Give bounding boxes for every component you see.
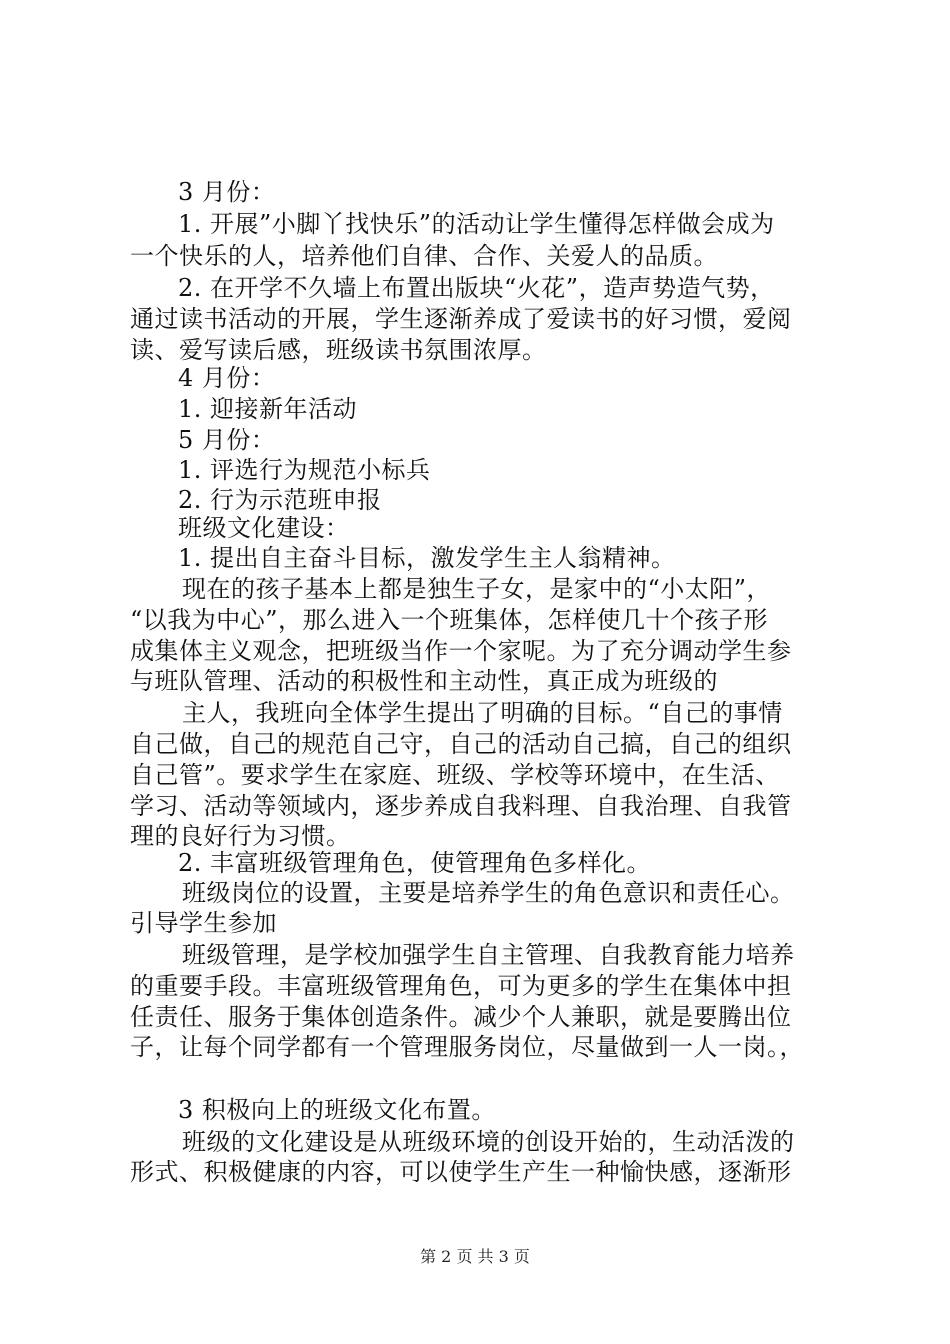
paragraph-line: 成集体主义观念，把班级当作一个家呢。为了充分调动学生参 bbox=[130, 637, 792, 665]
paragraph-line: 通过读书活动的开展，学生逐渐养成了爱读书的好习惯，爱阅 bbox=[130, 305, 792, 333]
list-item: 1. 提出自主奋斗目标，激发学生主人翁精神。 bbox=[178, 544, 676, 572]
paragraph-line: 一个快乐的人，培养他们自律、合作、关爱人的品质。 bbox=[130, 242, 718, 270]
paragraph-line: 现在的孩子基本上都是独生子女，是家中的“小太阳”， bbox=[182, 575, 772, 603]
paragraph-line: 读、爱写读后感，班级读书氛围浓厚。 bbox=[130, 336, 547, 364]
paragraph-line: 2. 在开学不久墙上布置出版块“火花”，造声势造气势， bbox=[178, 274, 775, 302]
paragraph-line: 1. 开展”小脚丫找快乐”的活动让学生懂得怎样做会成为 bbox=[178, 210, 775, 238]
paragraph-line: 子，让每个同学都有一个管理服务岗位，尽量做到一人一岗。， bbox=[130, 1033, 804, 1061]
heading-march: 3 月份： bbox=[178, 178, 276, 206]
paragraph-line: 的重要手段。丰富班级管理角色，可为更多的学生在集体中担 bbox=[130, 972, 792, 1000]
list-item: 2. 行为示范班申报 bbox=[178, 486, 382, 514]
list-item: 3 积极向上的班级文化布置。 bbox=[178, 1096, 496, 1124]
paragraph-line: 学习、活动等领域内，逐步养成自我料理、自我治理、自我管 bbox=[130, 792, 792, 820]
heading-may: 5 月份： bbox=[178, 426, 276, 454]
paragraph-line: 班级岗位的设置，主要是培养学生的角色意识和责任心。 bbox=[182, 879, 795, 907]
paragraph-line: 班级的文化建设是从班级环境的创设开始的，生动活泼的 bbox=[182, 1128, 795, 1156]
paragraph-line: 任责任、服务于集体创造条件。减少个人兼职，就是要腾出位 bbox=[130, 1003, 792, 1031]
list-item: 1. 迎接新年活动 bbox=[178, 395, 358, 423]
heading-class-culture: 班级文化建设： bbox=[178, 514, 350, 542]
paragraph-line: 与班队管理、活动的积极性和主动性，真正成为班级的 bbox=[130, 667, 718, 695]
list-item: 1. 评选行为规范小标兵 bbox=[178, 456, 431, 484]
list-item: 2. 丰富班级管理角色，使管理角色多样化。 bbox=[178, 849, 652, 877]
paragraph-line: “以我为中心”，那么进入一个班集体，怎样使几十个孩子形 bbox=[130, 606, 769, 634]
page-number-footer: 第 2 页 共 3 页 bbox=[420, 1247, 530, 1266]
paragraph-line: 理的良好行为习惯。 bbox=[130, 822, 351, 850]
paragraph-line: 引导学生参加 bbox=[130, 909, 277, 937]
paragraph-line: 形式、积极健康的内容，可以使学生产生一种愉快感，逐渐形 bbox=[130, 1158, 792, 1186]
paragraph-line: 班级管理，是学校加强学生自主管理、自我教育能力培养 bbox=[182, 941, 795, 969]
paragraph-line: 主人，我班向全体学生提出了明确的目标。“自己的事情 bbox=[182, 699, 783, 727]
paragraph-line: 自己管”。要求学生在家庭、班级、学校等环境中，在生活、 bbox=[130, 761, 780, 789]
heading-april: 4 月份： bbox=[178, 364, 276, 392]
paragraph-line: 自己做，自己的规范自己守，自己的活动自己搞，自己的组织 bbox=[130, 730, 792, 758]
